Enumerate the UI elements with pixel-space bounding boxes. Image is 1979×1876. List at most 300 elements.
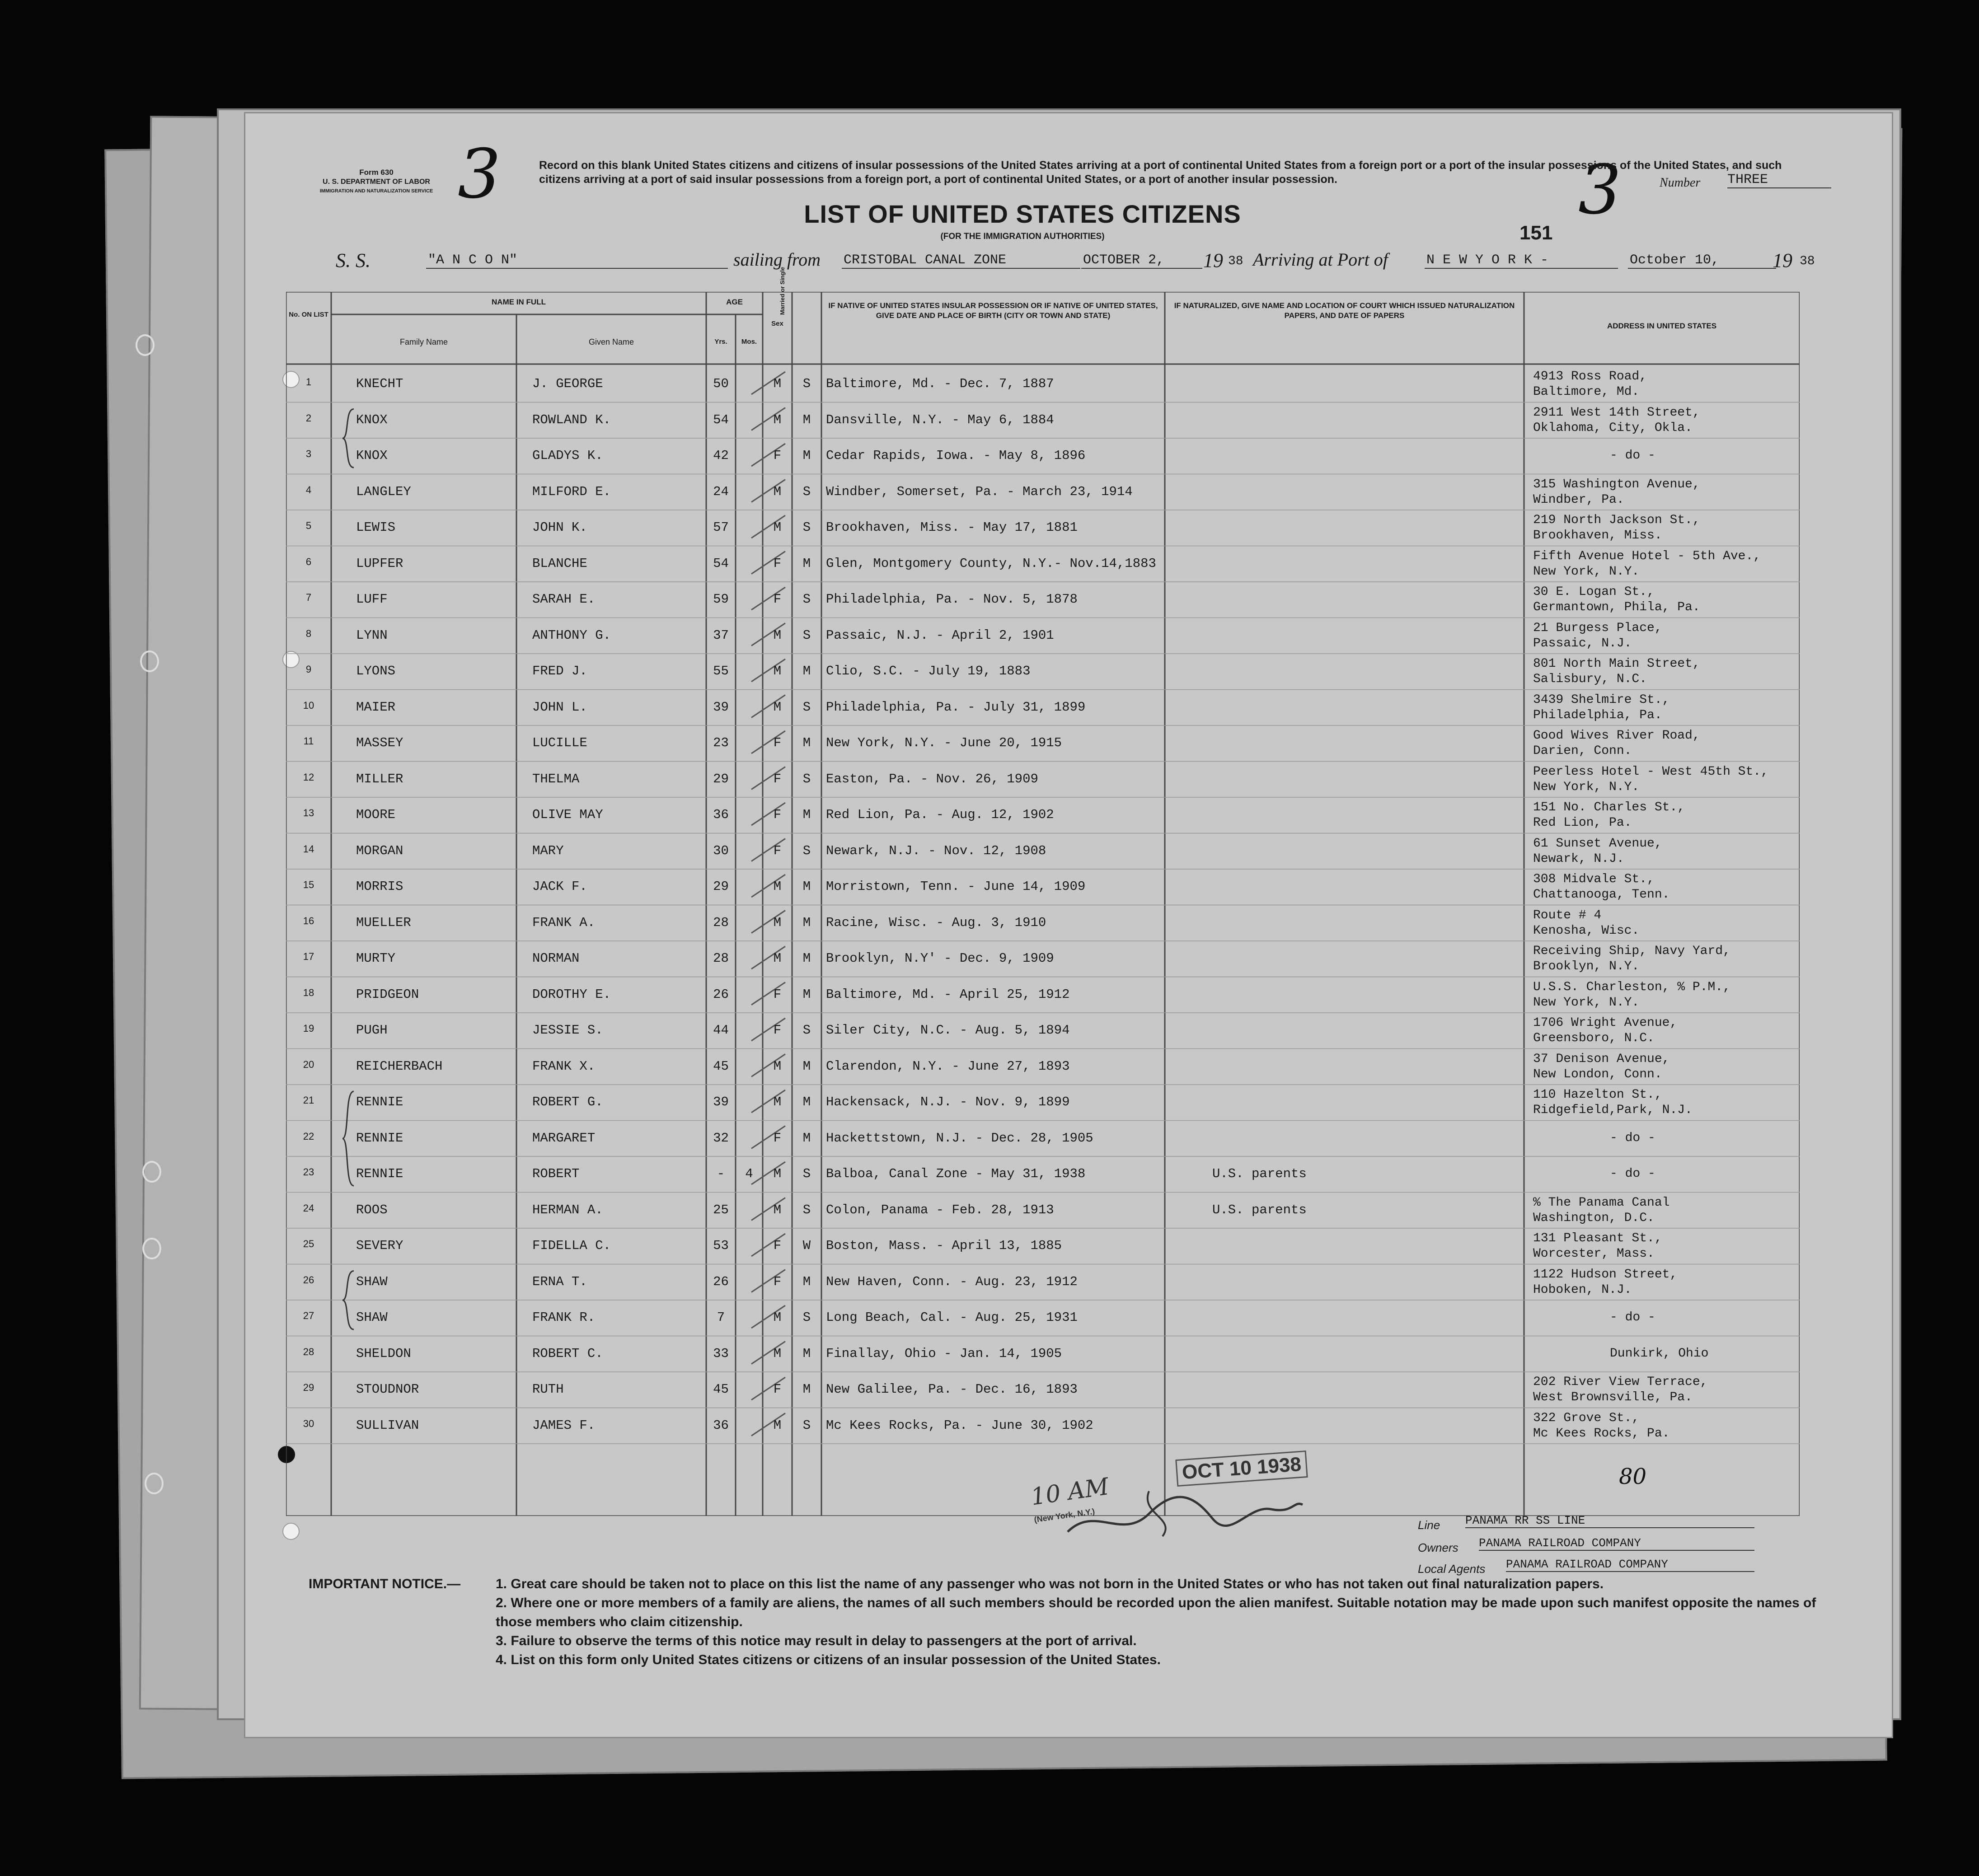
address-line-2: Windber, Pa. (1533, 492, 1624, 507)
cell-sex: M (773, 1418, 782, 1433)
cell-birth: Philadelphia, Pa. - Nov. 5, 1878 (826, 592, 1078, 607)
cell-ms: S (802, 1023, 811, 1038)
address-line-1: 21 Burgess Place, (1533, 621, 1662, 635)
cell-ms: S (802, 376, 811, 391)
notice-item-4: 4. List on this form only United States citizens or citizens of an insular possession of the United States. (496, 1652, 1161, 1667)
address-line-2: Brooklyn, N.Y. (1533, 959, 1640, 973)
cell-address (1533, 585, 1795, 615)
address-line-1: - do - (1610, 1131, 1655, 1145)
cell-family: LYNN (356, 627, 388, 643)
address-line-2: Greensboro, N.C. (1533, 1031, 1655, 1045)
cell-birth: Boston, Mass. - April 13, 1885 (826, 1238, 1062, 1253)
cell-given: ROWLAND K. (532, 412, 611, 427)
cell-no: 18 (303, 987, 314, 998)
cell-family: SHAW (356, 1274, 388, 1289)
cell-yrs: 23 (713, 735, 729, 750)
cell-address (1533, 980, 1795, 1011)
col-header-no: No. ON LIST (289, 311, 328, 318)
cell-birth: New York, N.Y. - June 20, 1915 (826, 735, 1062, 750)
family-bracket (342, 1091, 354, 1186)
cell-no: 8 (305, 627, 312, 639)
cell-family: LUPFER (356, 556, 403, 571)
cell-family: LUFF (356, 592, 388, 607)
address-line-1: 308 Midvale St., (1533, 872, 1655, 886)
cell-address (1533, 1015, 1795, 1046)
cell-birth: New Haven, Conn. - Aug. 23, 1912 (826, 1274, 1078, 1289)
address-line-1: - do - (1610, 1167, 1655, 1181)
cell-sex: M (773, 1166, 782, 1181)
cell-ms: S (802, 771, 811, 786)
cell-yrs: 45 (713, 1058, 729, 1074)
cell-given: J. GEORGE (532, 376, 603, 391)
cell-no: 26 (303, 1274, 314, 1286)
col-header-name: NAME IN FULL (492, 298, 546, 306)
cell-ms: S (802, 1166, 811, 1181)
sailing-date: OCTOBER 2, (1081, 253, 1202, 269)
address-line-2: Salisbury, N.C. (1533, 672, 1647, 686)
address-line-1: 219 North Jackson St., (1533, 513, 1700, 527)
cell-address (1533, 1375, 1795, 1405)
passenger-table (286, 267, 1800, 1516)
page-subtitle: (FOR THE IMMIGRATION AUTHORITIES) (940, 232, 1105, 241)
cell-address (1533, 1087, 1795, 1118)
cell-birth: Clarendon, N.Y. - June 27, 1893 (826, 1058, 1070, 1074)
cell-no: 11 (303, 735, 314, 747)
cell-ms: S (802, 1202, 811, 1217)
cell-ms: S (802, 484, 811, 499)
address-line-2: Germantown, Phila, Pa. (1533, 600, 1700, 614)
cell-ms: M (802, 951, 811, 966)
cell-ms: S (802, 520, 811, 535)
address-line-2: Mc Kees Rocks, Pa. (1533, 1426, 1670, 1441)
cell-given: HERMAN A. (532, 1202, 603, 1217)
number-value: THREE (1727, 172, 1831, 188)
cell-address (1533, 656, 1795, 687)
cell-ms: M (802, 664, 811, 678)
address-line-1: Good Wives River Road, (1533, 729, 1700, 743)
binder-ring-icon (140, 650, 159, 672)
cell-yrs: 24 (713, 484, 729, 499)
cell-ms: M (802, 987, 811, 1002)
cell-birth: Cedar Rapids, Iowa. - May 8, 1896 (826, 448, 1086, 463)
cell-yrs: 32 (713, 1130, 729, 1146)
address-line-2: New York, N.Y. (1533, 995, 1640, 1010)
cell-sex: M (773, 915, 782, 930)
cell-yrs: 33 (713, 1346, 729, 1361)
cell-ms: M (802, 1346, 811, 1361)
owners-value: PANAMA RAILROAD COMPANY (1479, 1536, 1754, 1551)
stamp-date: OCT 10 1938 (1175, 1450, 1308, 1487)
cell-given: MARY (532, 843, 564, 858)
cell-family: ROOS (356, 1202, 388, 1217)
address-line-1: 315 Washington Avenue, (1533, 477, 1700, 491)
cell-family: MORGAN (356, 843, 403, 858)
cell-sex: M (773, 412, 782, 427)
cell-no: 2 (305, 412, 312, 424)
cell-yrs: 7 (717, 1310, 725, 1325)
cell-no: 15 (303, 879, 314, 890)
cell-given: LUCILLE (532, 735, 587, 750)
cell-ms: M (802, 735, 811, 750)
page-title: LIST OF UNITED STATES CITIZENS (804, 200, 1241, 228)
address-line-2: Kenosha, Wisc. (1533, 923, 1640, 938)
punch-hole-icon (282, 1523, 300, 1540)
cell-no: 10 (303, 699, 314, 711)
cell-birth: Hackensack, N.J. - Nov. 9, 1899 (826, 1095, 1070, 1109)
cell-no: 13 (303, 807, 314, 819)
cell-yrs: 30 (713, 843, 729, 858)
address-line-2: New York, N.Y. (1533, 564, 1640, 579)
col-header-yrs: Yrs. (714, 338, 727, 346)
cell-sex: F (773, 771, 782, 786)
cell-birth: Hackettstown, N.J. - Dec. 28, 1905 (826, 1130, 1093, 1146)
cell-ms: S (802, 1418, 811, 1433)
cell-sex: F (773, 987, 782, 1002)
cell-yrs: 57 (713, 520, 729, 535)
ship-name: "A N C O N" (426, 253, 728, 269)
cell-no: 30 (303, 1418, 314, 1429)
address-line-1: 2911 West 14th Street, (1533, 405, 1700, 420)
cell-no: 28 (303, 1346, 314, 1357)
address-line-1: 1122 Hudson Street, (1533, 1267, 1678, 1282)
cell-ms: S (802, 1310, 811, 1325)
address-line-1: 37 Denison Avenue, (1533, 1052, 1670, 1066)
cell-address (1533, 448, 1795, 463)
cell-no: 16 (303, 915, 314, 926)
cell-no: 23 (303, 1166, 314, 1178)
cell-given: FIDELLA C. (532, 1238, 611, 1253)
address-line-2: Philadelphia, Pa. (1533, 708, 1662, 722)
agents-label: Local Agents (1418, 1562, 1486, 1576)
cell-family: MASSEY (356, 735, 403, 750)
address-line-1: Route # 4 (1533, 908, 1602, 922)
address-line-2: Oklahoma, City, Okla. (1533, 421, 1693, 435)
notice-item-1: 1. Great care should be taken not to place on this list the name of any passenger who was not born in the United States or who has not taken out final naturalization papers. (496, 1577, 1604, 1591)
address-line-1: Receiving Ship, Navy Yard, (1533, 944, 1730, 958)
cell-address (1533, 1195, 1795, 1226)
address-line-1: 151 No. Charles St., (1533, 800, 1685, 814)
cell-family: REICHERBACH (356, 1058, 443, 1074)
cell-yrs: 53 (713, 1238, 729, 1253)
cell-birth: Glen, Montgomery County, N.Y.- Nov.14,1883 (826, 556, 1156, 571)
cell-sex: F (773, 735, 782, 750)
cell-nat: U.S. parents (1212, 1202, 1307, 1217)
cell-given: SARAH E. (532, 592, 596, 607)
cell-birth: Racine, Wisc. - Aug. 3, 1910 (826, 915, 1046, 930)
stamp-place: (New York, N.Y.) (1033, 1506, 1096, 1525)
cell-birth: Brookhaven, Miss. - May 17, 1881 (826, 520, 1078, 535)
address-line-1: 4913 Ross Road, (1533, 370, 1647, 384)
cell-family: LYONS (356, 664, 396, 678)
cell-given: DOROTHY E. (532, 987, 611, 1002)
cell-given: JACK F. (532, 879, 587, 894)
form-identifier: Form 630 U. S. DEPARTMENT OF LABOR IMMIGRATION AND NATURALIZATION SERVICE (319, 168, 433, 194)
cell-given: MARGARET (532, 1130, 596, 1146)
cell-ms: M (802, 1382, 811, 1397)
cell-sex: M (773, 1058, 782, 1074)
cell-family: RENNIE (356, 1130, 403, 1146)
cell-birth: Mc Kees Rocks, Pa. - June 30, 1902 (826, 1418, 1093, 1433)
cell-yrs: 29 (713, 771, 729, 786)
address-line-2: Worcester, Mass. (1533, 1247, 1655, 1261)
address-line-1: 1706 Wright Avenue, (1533, 1016, 1678, 1030)
cell-birth: Morristown, Tenn. - June 14, 1909 (826, 879, 1086, 894)
binder-ring-icon (145, 1473, 164, 1494)
address-line-2: West Brownsville, Pa. (1533, 1390, 1693, 1404)
cell-birth: Baltimore, Md. - Dec. 7, 1887 (826, 376, 1054, 391)
cell-ms: M (802, 915, 811, 930)
cell-no: 22 (303, 1130, 314, 1142)
notice-item-3: 3. Failure to observe the terms of this notice may result in delay to passengers at the port of arrival. (496, 1633, 1137, 1648)
cell-birth: Easton, Pa. - Nov. 26, 1909 (826, 771, 1038, 786)
cell-sex: F (773, 556, 782, 571)
page-number: 151 (1519, 222, 1553, 244)
cell-ms: M (802, 1130, 811, 1146)
cell-given: JESSIE S. (532, 1023, 603, 1038)
cell-birth: Red Lion, Pa. - Aug. 12, 1902 (826, 807, 1054, 822)
address-line-1: 61 Sunset Avenue, (1533, 836, 1662, 851)
cell-address (1533, 836, 1795, 867)
address-line-2: Red Lion, Pa. (1533, 816, 1632, 830)
cell-no: 12 (303, 771, 314, 783)
cell-family: STOUDNOR (356, 1382, 419, 1397)
officer-signature (1059, 1478, 1312, 1550)
cell-given: FRANK A. (532, 915, 596, 930)
line-label: Line (1418, 1518, 1440, 1532)
cell-address (1533, 1310, 1795, 1325)
owners-label: Owners (1418, 1541, 1458, 1554)
address-line-1: % The Panama Canal (1533, 1195, 1670, 1210)
cell-yrs: 28 (713, 951, 729, 966)
sailing-year: 38 (1228, 254, 1243, 268)
cell-sex: F (773, 448, 782, 463)
line-value: PANAMA RR SS LINE (1465, 1514, 1754, 1528)
cell-no: 4 (305, 484, 312, 496)
cell-address (1533, 1346, 1795, 1361)
table-grid (286, 292, 1800, 1516)
cell-address (1533, 692, 1795, 723)
arrival-date: October 10, (1628, 253, 1776, 269)
sailing-from: CRISTOBAL CANAL ZONE (842, 253, 1080, 269)
cell-family: SEVERY (356, 1238, 403, 1253)
cell-sex: M (773, 879, 782, 894)
cell-family: RENNIE (356, 1166, 403, 1181)
address-line-1: Peerless Hotel - West 45th St., (1533, 764, 1768, 779)
cell-given: RUTH (532, 1382, 564, 1397)
col-header-birth: IF NATIVE OF UNITED STATES INSULAR POSSESSION OR IF NATIVE OF UNITED STATES, GIVE DATE AND PLACE OF BIRTH (CITY OR TOWN AND STATE) (828, 301, 1158, 320)
cell-address (1533, 477, 1795, 508)
cell-address (1533, 369, 1795, 400)
cell-address (1533, 764, 1795, 795)
address-line-2: New York, N.Y. (1533, 780, 1640, 794)
cell-family: MAIER (356, 699, 396, 715)
ship-label: S. S. (336, 249, 370, 271)
cell-given: JOHN K. (532, 520, 587, 535)
cell-ms: S (802, 843, 811, 858)
arrival-port: N E W Y O R K - (1425, 253, 1618, 269)
cell-address (1533, 513, 1795, 543)
number-label: Number (1660, 176, 1701, 190)
cell-sex: F (773, 1130, 782, 1146)
cell-family: MORRIS (356, 879, 403, 894)
cell-given: ROBERT (532, 1166, 580, 1181)
address-line-1: U.S.S. Charleston, % P.M., (1533, 980, 1730, 994)
cell-ms: S (802, 627, 811, 643)
cell-given: JOHN L. (532, 699, 587, 715)
cell-given: JAMES F. (532, 1418, 596, 1433)
cell-given: ROBERT G. (532, 1095, 603, 1109)
cell-yrs: 39 (713, 1095, 729, 1109)
cell-yrs: 42 (713, 448, 729, 463)
cell-yrs: 39 (713, 699, 729, 715)
binder-ring-icon (142, 1238, 161, 1259)
cell-address (1533, 908, 1795, 939)
cell-birth: Baltimore, Md. - April 25, 1912 (826, 987, 1070, 1002)
sailing-label: sailing from (733, 249, 821, 270)
cell-sex: M (773, 951, 782, 966)
cell-address (1533, 872, 1795, 903)
tally-mark: 80 (1619, 1464, 1647, 1489)
cell-given: ANTHONY G. (532, 627, 611, 643)
cell-no: 29 (303, 1382, 314, 1393)
address-line-2: Baltimore, Md. (1533, 385, 1640, 399)
cell-ms: M (802, 1095, 811, 1109)
address-line-1: 322 Grove St., (1533, 1411, 1640, 1425)
address-line-2: Brookhaven, Miss. (1533, 529, 1662, 543)
cell-yrs: 55 (713, 664, 729, 678)
cell-sex: M (773, 699, 782, 715)
cell-address (1533, 1052, 1795, 1082)
cell-birth: Long Beach, Cal. - Aug. 25, 1931 (826, 1310, 1078, 1325)
address-line-1: 110 Hazelton St., (1533, 1088, 1662, 1102)
cell-address (1533, 1267, 1795, 1298)
address-line-1: 131 Pleasant St., (1533, 1231, 1662, 1245)
cell-sex: M (773, 664, 782, 678)
binder-ring-icon (142, 1161, 161, 1183)
cell-sex: M (773, 1346, 782, 1361)
cell-given: BLANCHE (532, 556, 587, 571)
cell-family: LEWIS (356, 520, 396, 535)
cell-no: 24 (303, 1202, 314, 1214)
cell-sex: F (773, 843, 782, 858)
cell-address (1533, 728, 1795, 759)
cell-no: 9 (305, 664, 312, 675)
cell-birth: Balboa, Canal Zone - May 31, 1938 (826, 1166, 1086, 1181)
cell-yrs: 26 (713, 1274, 729, 1289)
cell-address (1533, 1166, 1795, 1182)
cell-yrs: 50 (713, 376, 729, 391)
cell-birth: Philadelphia, Pa. - July 31, 1899 (826, 699, 1086, 715)
cell-yrs: - (717, 1166, 725, 1181)
cell-yrs: 59 (713, 592, 729, 607)
address-line-1: 3439 Shelmire St., (1533, 692, 1670, 707)
cell-ms: M (802, 1058, 811, 1074)
cell-no: 21 (303, 1095, 314, 1106)
cell-sex: M (773, 627, 782, 643)
cell-given: FRANK R. (532, 1310, 596, 1325)
col-header-age: AGE (726, 298, 743, 306)
arrival-year-prefix: 19 (1773, 249, 1792, 271)
cell-family: MURTY (356, 951, 396, 966)
cell-family: KNOX (356, 448, 388, 463)
cell-no: 27 (303, 1310, 314, 1321)
cell-no: 25 (303, 1238, 314, 1249)
cell-ms: S (802, 699, 811, 715)
cell-sex: M (773, 484, 782, 499)
address-line-1: 202 River View Terrace, (1533, 1375, 1708, 1389)
cell-yrs: 54 (713, 556, 729, 571)
cell-birth: Siler City, N.C. - Aug. 5, 1894 (826, 1023, 1070, 1038)
cell-yrs: 37 (713, 627, 729, 643)
binder-ring-icon (136, 334, 155, 356)
cell-family: MUELLER (356, 915, 411, 930)
cell-birth: Windber, Somerset, Pa. - March 23, 1914 (826, 484, 1133, 499)
cell-address (1533, 1231, 1795, 1262)
cell-sex: F (773, 807, 782, 822)
cell-no: 5 (305, 520, 312, 531)
cell-no: 14 (303, 843, 314, 855)
address-line-2: Passaic, N.J. (1533, 636, 1632, 650)
cell-address (1533, 800, 1795, 831)
address-line-2: Ridgefield,Park, N.J. (1533, 1103, 1693, 1117)
cell-ms: S (802, 592, 811, 607)
agents-value: PANAMA RAILROAD COMPANY (1506, 1558, 1754, 1572)
sheet-mark-right: 3 (1578, 151, 1622, 229)
address-line-2: Hoboken, N.J. (1533, 1282, 1632, 1297)
voyage-line (336, 249, 1872, 276)
cell-ms: M (802, 412, 811, 427)
col-header-married: Married or Single (779, 267, 786, 315)
cell-sex: M (773, 1310, 782, 1325)
arrival-year: 38 (1800, 254, 1815, 268)
cell-address (1533, 549, 1795, 580)
col-header-naturalized: IF NATURALIZED, GIVE NAME AND LOCATION OF COURT WHICH ISSUED NATURALIZATION PAPERS, AND DATE OF PAPERS (1174, 301, 1515, 320)
cell-mos: 4 (745, 1166, 753, 1181)
cell-yrs: 45 (713, 1382, 729, 1397)
cell-sex: M (773, 1095, 782, 1109)
cell-no: 17 (303, 951, 314, 962)
cell-birth: Passaic, N.J. - April 2, 1901 (826, 627, 1054, 643)
cell-family: KNECHT (356, 376, 403, 391)
cell-birth: Colon, Panama - Feb. 28, 1913 (826, 1202, 1054, 1217)
cell-family: KNOX (356, 412, 388, 427)
cell-given: NORMAN (532, 951, 580, 966)
cell-no: 1 (305, 376, 312, 388)
sailing-year-prefix: 19 (1203, 249, 1223, 271)
cell-no: 19 (303, 1023, 314, 1034)
cell-yrs: 44 (713, 1023, 729, 1038)
cell-sex: F (773, 1238, 782, 1253)
address-line-2: Darien, Conn. (1533, 744, 1632, 758)
cell-address (1533, 1411, 1795, 1441)
cell-no: 7 (305, 592, 312, 603)
address-line-1: - do - (1610, 1310, 1655, 1324)
sheet-mark-left: 3 (458, 135, 501, 214)
col-header-mos: Mos. (741, 338, 757, 346)
cell-address (1533, 1131, 1795, 1146)
col-header-family: Family Name (399, 337, 448, 346)
cell-no: 3 (305, 448, 312, 459)
cell-yrs: 28 (713, 915, 729, 930)
col-header-sex: Sex (771, 320, 783, 327)
cell-birth: New Galilee, Pa. - Dec. 16, 1893 (826, 1382, 1078, 1397)
cell-yrs: 36 (713, 807, 729, 822)
cell-birth: Dansville, N.Y. - May 6, 1884 (826, 412, 1054, 427)
cell-ms: M (802, 807, 811, 822)
address-line-2: Newark, N.J. (1533, 851, 1624, 866)
cell-nat: U.S. parents (1212, 1166, 1307, 1181)
cell-birth: Clio, S.C. - July 19, 1883 (826, 664, 1031, 678)
